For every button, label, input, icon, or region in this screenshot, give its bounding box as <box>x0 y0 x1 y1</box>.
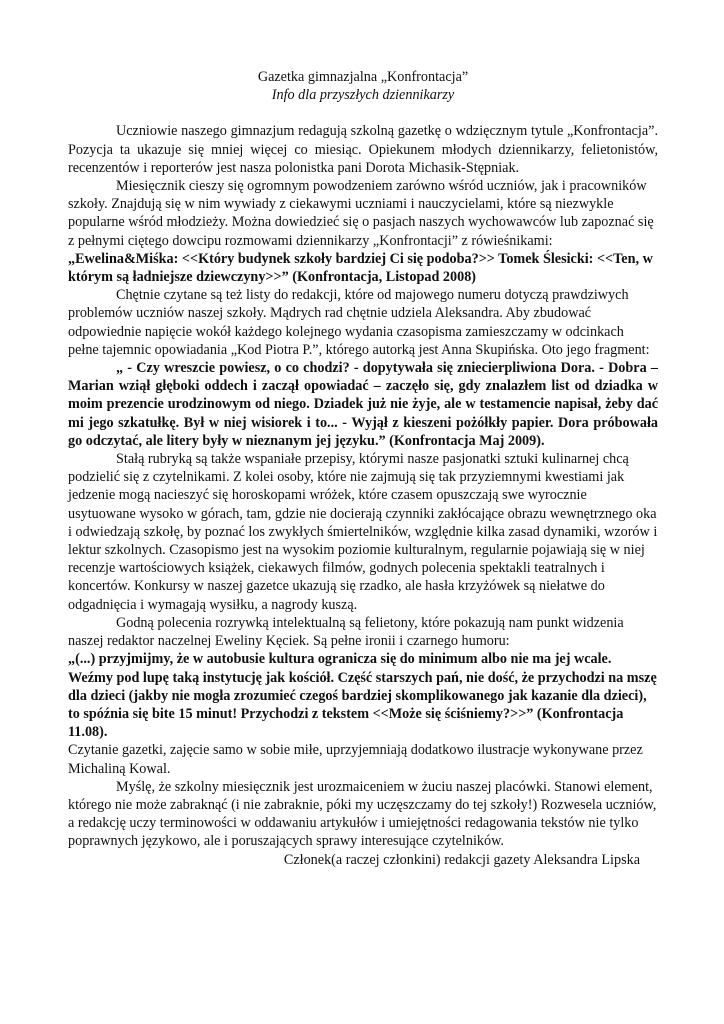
paragraph-conclusion: Myślę, że szkolny miesięcznik jest urozmaiceniem w żuciu naszej placówki. Stanowi element, którego nie może zabraknąć (i nie zabraknie, póki my uczęszczamy do tej szkoły!) Rozwesela uczniów, a redakcję uczy terminowości w oddawaniu artykułów i umiejętności redagowania tekstów nie tylko poprawnych językowo, ale i poruszających sprawy interesujące czytelników. <box>68 778 657 850</box>
paragraph-intro: Uczniowie naszego gimnazjum redagują szkolną gazetkę o wdzięcznym tytule „Konfrontacja”. Pozycja ta ukazuje się mniej więcej co miesiąc. Opiekunem młodych dziennikarzy, felietonistów, recenzentów i reporterów jest nasza polonistka pani Dorota Michasik-Stępniak. <box>68 123 658 176</box>
page-title: Gazetka gimnazjalna „Konfrontacja” <box>257 69 469 85</box>
page-subtitle: Info dla przyszłych dziennikarzy <box>271 87 455 104</box>
paragraph-letters: Chętnie czytane są też listy do redakcji, które od majowego numeru dotyczą prawdziwych problemów uczniów naszej szkoły. Mądrych rad chętnie udziela Aleksandra. Aby zbudować odpowiednie napięcie wokół każdego kolejnego wydania czasopisma zamieszczamy w odcinkach pełne tajemnic opowiadania „Kod Piotra P.”, którego autorką jest Anna Skupińska. Oto jego fragment: <box>68 287 650 358</box>
paragraph-columns: Godną polecenia rozrywką intelektualną są felietony, które pokazują nam punkt widzenia naszej redaktor naczelnej Eweliny Kęciek. Są pełne ironii i czarnego humoru: <box>68 614 624 650</box>
spacer <box>68 104 658 122</box>
paragraph-popularity: Miesięcznik cieszy się ogromnym powodzeniem zarówno wśród uczniów, jak i pracowników szkoły. Znajdują się w nim wywiady z ciekawymi uczniami i nauczycielami, które są niezwykle popularne wśród młodzieży. Można dowiedzieć się o pasjach naszych wychowawców lub zapoznać się z pełnymi ciętego dowcipu rozmowami dziennikarzy „Konfrontacji” z rówieśnikami: <box>68 178 654 249</box>
paragraph-illustrations: Czytanie gazetki, zajęcie samo w sobie miłe, uprzyjemniają dodatkowo ilustracje wykonywane przez Michaliną Kowal. <box>68 742 643 777</box>
document-page <box>68 68 658 869</box>
signature: Członek(a raczej członkini) redakcji gazety Aleksandra Lipska <box>283 851 640 868</box>
quote-column: „(...) przyjmijmy, że w autobusie kultura ogranicza się do minimum albo nie ma jej wcale. Weźmy pod lupę taką instytucję jak kościół. Część starszych pań, nie dość, że przychodzi na mszę dla dzieci (jakby nie mogła zrozumieć czegoś bardziej skomplikowanego jak kazanie dla dzieci), to spóźnia się bite 15 minut! Przychodzi z tekstem <<Może się ściśniemy?>>” (Konfrontacja 11.08). <box>68 651 657 741</box>
quote-interview: „Ewelina&Miśka: <<Który budynek szkoły bardziej Ci się podoba?>> Tomek Ślesicki: <<Ten, w którym są ładniejsze dziewczyny>>” (Konfrontacja, Listopad 2008) <box>68 250 653 286</box>
quote-story-fragment: „ - Czy wreszcie powiesz, o co chodzi? - dopytywała się zniecierpliwiona Dora. - Dobra – Marian wziął głęboki oddech i zaczął opowiadać – zaczęło się, gdy znalazłem list od dziadka w moim prezencie urodzinowym od niego. Dziadek już nie żyje, ale w testamencie napisał, żeby dać mi jego szkatułkę. Był w niej wisiorek i to... - Wyjął z kieszeni pożółkły papier. Dora próbowała go odczytać, ale litery były w nieznanym jej języku.” (Konfrontacja Maj 2009). <box>68 360 658 449</box>
paragraph-rubrics: Stałą rubryką są także wspaniałe przepisy, którymi nasze pasjonatki sztuki kulinarnej chcą podzielić się z czytelnikami. Z kolei osoby, które nie zajmują się tak przyziemnymi kwestiami jak jedzenie mogą nacieszyć się horoskopami wróżek, które czasem opuszczają swe wyrocznie usytuowane wysoko w górach, tam, gdzie nie docierają czynniki zakłócające obrazu wewnętrznego oka i odwiedzają szkołę, by poznać los zwykłych śmiertelników, względnie kilka zasad dynamiki, wzorów i lektur szkolnych. Czasopismo jest na wysokim poziomie kulturalnym, regularnie pojawiają się w niej recenzje wartościowych książek, ciekawych filmów, godnych polecenia spektakli teatralnych i koncertów. Konkursy w naszej gazetce ukazują się rzadko, ale hasła krzyżówek są niełatwe do odgadnięcia i wymagają wysiłku, a nagrody kuszą. <box>68 451 658 613</box>
